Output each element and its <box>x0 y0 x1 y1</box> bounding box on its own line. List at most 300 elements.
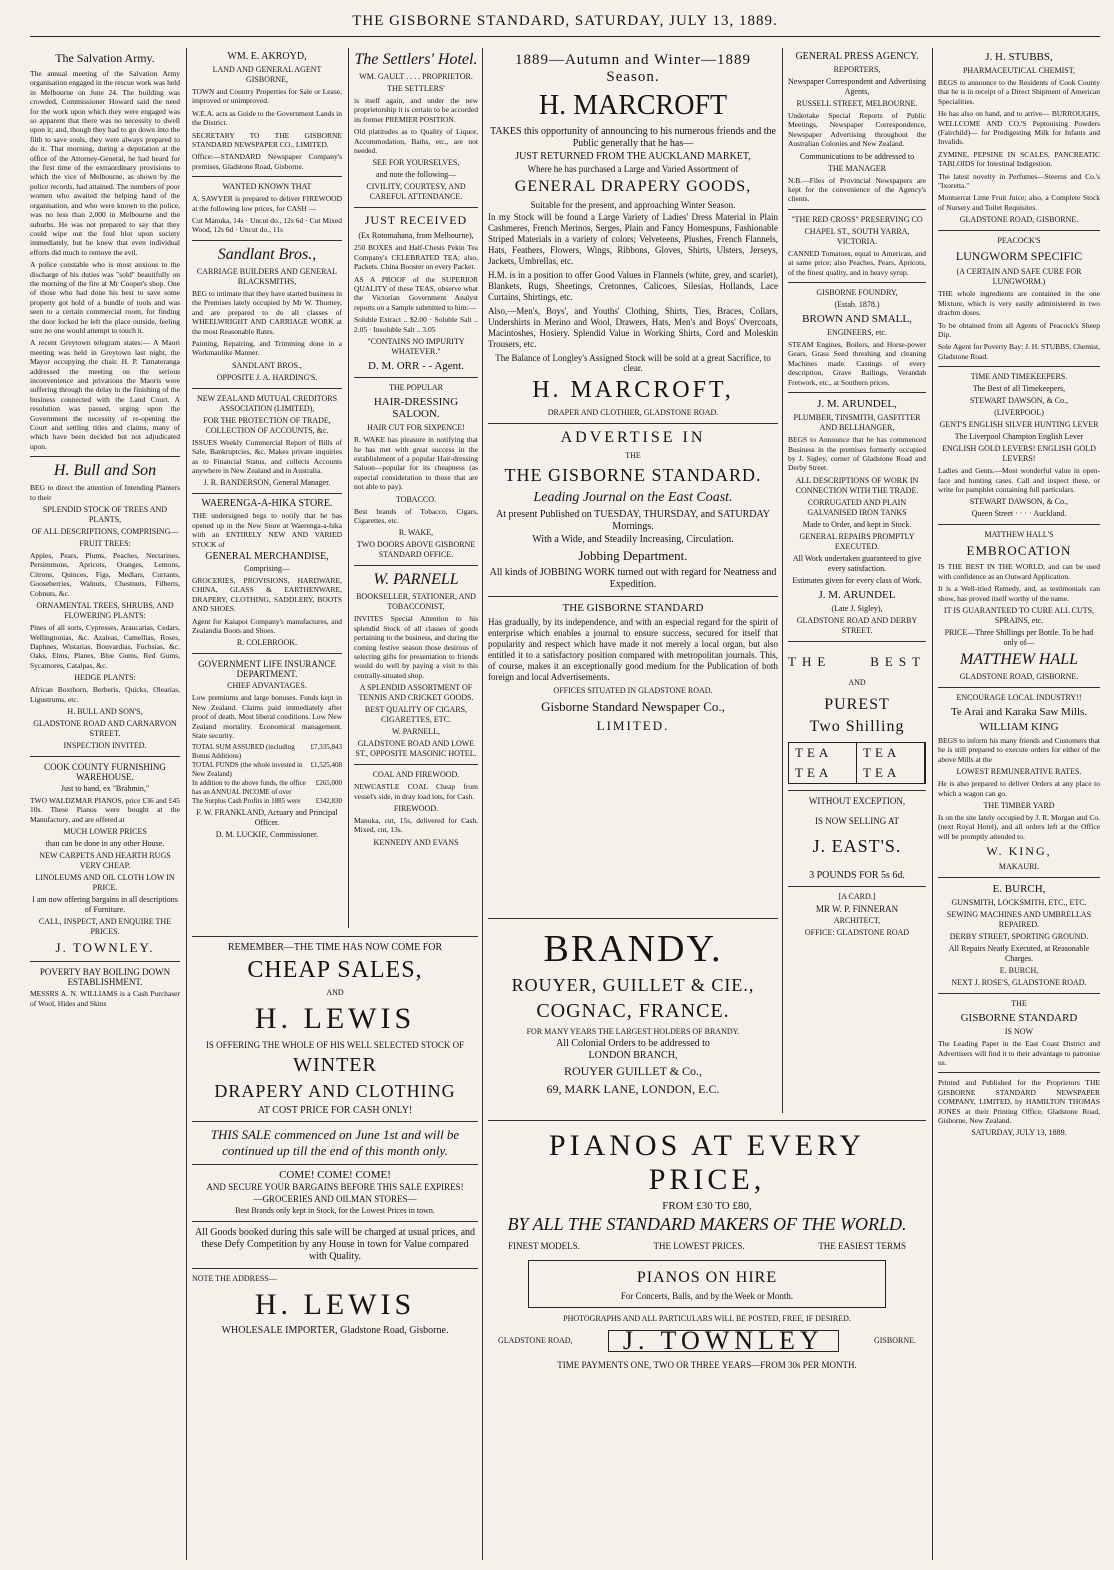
tobacco: TOBACCO. <box>395 494 437 504</box>
civility: CIVILITY, COURTESY, AND CAREFUL ATTENDANCE. <box>366 182 466 202</box>
column-rule <box>482 48 483 1560</box>
perfumes: The latest novelty in Perfumes—Steerns and Co.'s "Ixoretta." <box>938 171 1100 191</box>
general-merch: GENERAL MERCHANDISE, <box>205 550 329 562</box>
reporters: REPORTERS, <box>833 65 881 74</box>
column-ads-6 <box>788 48 926 1098</box>
steam: STEAM Engines, Boilers, and Horse-power Gears, Grass Seed threshing and cleaning Machines made. Castings of every description, Grave Railings, Verandah Fretwork, etc., at Southern prices. <box>788 340 926 387</box>
banderson: J. R. BANDERSON, General Manager. <box>203 478 331 488</box>
offering: IS OFFERING THE WHOLE OF HIS WELL SELECTED STOCK OF <box>205 1040 465 1050</box>
and: AND <box>326 988 344 997</box>
manuka: Manuka, cut, 15s, delivered for Cash. Mixed, cut, 13s. <box>354 816 478 835</box>
booked: All Goods booked during this sale will be charged at usual prices, and these Defy Competition by any House in town for Value compared with Quality. <box>194 1227 476 1262</box>
limited: LIMITED. <box>596 718 670 733</box>
divider <box>938 687 1100 688</box>
gunsmith: GUNSMITH, LOCKSMITH, ETC., ETC. <box>951 898 1087 908</box>
sandlant-painting: Painting, Repairing, and Trimming done in a Workmanlike Manner. <box>192 338 342 358</box>
russell: RUSSELL STREET, MELBOURNE. <box>796 99 918 108</box>
finneran: MR W. P. FINNERAN <box>815 903 899 914</box>
orr: D. M. ORR - - Agent. <box>368 360 464 373</box>
redcross: "THE RED CROSS" PRESERVING CO <box>791 214 923 224</box>
the-word: THE <box>788 653 832 669</box>
income-label: In addition to the above funds, the office has an ANNUAL INCOME of over <box>192 779 306 797</box>
sandlant-sub: CARRIAGE BUILDERS AND GENERAL BLACKSMITHS, <box>196 266 338 286</box>
kaiapoi-agent: Agent for Kaiapoi Company's manufactures, and Zealandia Boots and Shoes. <box>192 616 342 635</box>
estimates: Estimates given for every class of Work. <box>792 575 922 585</box>
nz-text: ISSUES Weekly Commercial Report of Bills of Sale, Bankruptcies, &c. Makes private inquiries as to Financial Status, and collects Accounts anywhere in New Zealand and in Australia. <box>192 437 342 475</box>
advantages-text: Low premiums and large bonuses. Funds kept in New Zealand. Claims paid immediately after proof of death. Most liberal conditions. Low New Zealand mortality. Economical management. State security. <box>192 693 342 741</box>
wake-sig: R. WAKE, <box>398 528 434 538</box>
ornamental-list: Pines of all sorts, Cypresses, Araucarias, Cedars, Wellingtonias, &c. Azaleas, Camellias, Roses, Daphnes, Wistarias, Bouvardias, Fuchsias, &c. Oaks, Elms, Planes, Blue Gums, Red Gums, Sycamores, Catalpas, &c. <box>30 623 180 670</box>
marcroft-name: H. MARCROFT <box>538 90 728 121</box>
linoleums: LINOLEUMS AND OIL CLOTH LOW IN PRICE. <box>35 873 175 893</box>
column-ads-7 <box>938 48 1100 1560</box>
divider <box>788 392 926 393</box>
gault: WM. GAULT . . . . PROPRIETOR. <box>359 72 473 81</box>
reporters-sub: Newspaper Correspondent and Advertising Agents, <box>788 77 926 96</box>
lungworm: LUNGWORM SPECIFIC <box>955 249 1083 264</box>
assured-value: £7,335,843 <box>310 743 342 752</box>
settlers-hotel: The Settlers' Hotel. <box>354 51 478 68</box>
column-salvation-army <box>30 48 180 1560</box>
divider <box>192 1164 478 1165</box>
is-now: IS NOW <box>1004 1027 1034 1037</box>
finest: FINEST MODELS. <box>508 1241 580 1251</box>
sawyer: A. SAWYER is prepared to deliver FIREWOOD at the following low prices, for CASH — <box>192 194 342 213</box>
divider <box>192 493 342 494</box>
ex-rotomahana: (Ex Rotomahana, from Melbourne), <box>358 231 474 241</box>
bargains: I am now offering bargains in all descriptions of Furniture. <box>32 895 178 915</box>
king-sig: W. KING, <box>986 844 1052 859</box>
undertaken: All Work undertaken guaranteed to give every satisfaction. <box>792 553 922 573</box>
time-keepers: TIME AND TIMEKEEPERS. <box>970 372 1068 382</box>
embrocation: EMBROCATION <box>966 543 1072 559</box>
akroyd: WM. E. AKROYD, <box>227 51 307 62</box>
stubbs-addr: GLADSTONE ROAD, GISBORNE. <box>959 215 1079 225</box>
gisborne: GISBORNE. <box>873 1336 916 1345</box>
tried: It is a Well-tried Remedy, and, as testimonials can show, has proved itself worthy of the name. <box>938 584 1100 603</box>
timber-yard: THE TIMBER YARD <box>983 801 1055 810</box>
queen-street: Queen Street · · · · Auckland. <box>971 509 1067 519</box>
suitable: Suitable for the present, and approaching Winter Season. <box>530 200 736 210</box>
carpets: NEW CARPETS AND HEARTH RUGS VERY CHEAP. <box>39 851 171 871</box>
note-address: NOTE THE ADDRESS— <box>192 1274 277 1283</box>
than-house: than can be done in any other House. <box>45 839 165 849</box>
position: H.M. is in a position to offer Good Values in Flannels (white, grey, and scarlet), Blankets, Rugs, Sheetings, Cretonnes, Calicoes, Silesias, Hollands, Lace Curtains, Shirtings, etc. <box>488 270 778 302</box>
balance: The Balance of Longley's Assigned Stock will be sold at a great Sacrifice, to clear. <box>495 353 771 373</box>
article-paragraph: A police constable who is most anxious to the discharge of his duties was "sold" beautifully on the morning of the fire at Mr Cooper's shop. One of those who had done his best to save some property got hold of a bundle of tools and was seen to a certain commercial room, for finding the door locked he left the place outside, feeling sure no one would attempt to touch it. <box>30 260 180 335</box>
dawson-2: STEWART DAWSON, & Co., <box>969 497 1069 507</box>
champion: The Liverpool Champion English Lever <box>954 432 1084 442</box>
divider <box>788 641 926 642</box>
brandy-maker: ROUYER, GUILLET & CIE., <box>511 975 755 995</box>
arundel: J. M. ARUNDEL, <box>817 398 897 411</box>
divider <box>192 1268 478 1269</box>
kennedy: KENNEDY AND EVANS <box>373 837 459 847</box>
divider <box>938 877 1100 878</box>
call-inspect: CALL, INSPECT, AND ENQUIRE THE PRICES. <box>38 917 172 937</box>
sandlant-text: BEG to intimate that they have started business in the Premises lately occupied by Mr W. Thorney, and are prepared to do all classes of WHEELWRIGHT AND CARRIAGE WORK at the most Reasonable Rates. <box>192 288 342 336</box>
foundry: GISBORNE FOUNDRY, <box>816 288 898 298</box>
wood-prices: Cut Manuka, 14s · Uncut do., 12s 6d · Cut Mixed Wood, 12s 6d · Uncut do., 11s <box>192 216 342 235</box>
hedge-heading: HEDGE PLANTS: <box>74 673 136 683</box>
column-rule <box>186 48 187 1560</box>
pianos-title: PIANOS AT EVERY PRICE, <box>548 1129 866 1196</box>
returned: JUST RETURNED FROM THE AUCKLAND MARKET, <box>515 151 751 162</box>
burch: E. BURCH, <box>992 883 1046 896</box>
newcastle: NEWCASTLE COAL Cheap from vessel's side, in dray load lots, for Cash. <box>354 782 478 801</box>
divider <box>192 1221 478 1222</box>
parnell-title: W. PARNELL <box>373 571 459 589</box>
parnell-addr: GLADSTONE ROAD AND LOWE ST., OPPOSITE MASONIC HOTEL. <box>355 739 477 759</box>
tennis: A SPLENDID ASSORTMENT OF TENNIS AND CRICKET GOODS. <box>358 683 474 703</box>
engineers: ENGINEERS, etc. <box>827 328 887 338</box>
parnell-sig: W. PARNELL, <box>391 727 441 737</box>
tea-cell: TEA <box>789 763 857 783</box>
divider <box>788 209 926 210</box>
divider <box>30 456 180 457</box>
wanted: WANTED KNOWN THAT <box>222 182 312 192</box>
hedge-list: African Boxthorn, Berberis, Quicks, Olearias, Ligustrums, etc. <box>30 685 180 704</box>
pounds: 3 POUNDS FOR 5s 6d. <box>809 869 905 881</box>
pianos-from: FROM £30 TO £80, <box>662 1200 752 1212</box>
brands: Best Brands only kept in Stock, for the Lowest Prices in town. <box>235 1206 435 1215</box>
best-word: BEST <box>870 653 926 669</box>
matthew-hall: MATTHEW HALL <box>959 650 1079 668</box>
bull-text: BEG to direct the attention of Intending Planters to their <box>30 483 180 502</box>
fruit-heading: FRUIT TREES: <box>79 539 131 549</box>
gents-lever: GENT'S ENGLISH SILVER HUNTING LEVER <box>939 420 1099 430</box>
frankland: F. W. FRANKLAND, Actuary and Principal Officer. <box>196 808 338 828</box>
gladstone: GLADSTONE ROAD, <box>498 1336 573 1345</box>
tea-cell: TEA <box>857 743 925 763</box>
chapel: CHAPEL ST., SOUTH YARRA, VICTORIA. <box>804 226 910 246</box>
surplus-value: £342,830 <box>315 797 342 806</box>
winter: WINTER <box>293 1054 377 1076</box>
king-text: BEGS to inform his many friends and Customers that he is still prepared to execute orders for either of the above Mills at the <box>938 735 1100 764</box>
tea-cell: TEA <box>789 743 857 763</box>
all-work: ALL DESCRIPTIONS OF WORK IN CONNECTION WITH THE TRADE. <box>795 475 919 495</box>
income-row <box>192 779 342 797</box>
divider <box>788 886 926 887</box>
best-world: IS THE BEST IN THE WORLD, and can be used with confidence as an Outward Application. <box>938 562 1100 581</box>
come: COME! COME! COME! <box>279 1169 391 1181</box>
lewis-name: H. LEWIS <box>254 1002 416 1035</box>
sale-commenced: THIS SALE commenced on June 1st and will be continued up till the end of this month only. <box>210 1127 460 1158</box>
divider <box>354 377 478 378</box>
brandy-co: ROUYER GUILLET & Co., <box>563 1064 703 1078</box>
popular: THE POPULAR <box>388 383 443 393</box>
estab: (Estab. 1878.) <box>834 300 880 310</box>
coal: COAL AND FIREWOOD. <box>372 770 460 780</box>
divider <box>354 207 478 208</box>
article-paragraph: A recent Greytown telegram states:— A Maori meeting was held in Greytown last night, the Mayor occupying the chair. H. P. Tamateranga addressed the meeting on the serious inconvenience and privations the Maoris were suffering through the delay in the finishing of the business connected with the Land Court. A resolution was passed, urging upon the Government the necessity of re-opening the Court and settling titles and claims, many of which have been decided but not adjudicated upon. <box>30 338 180 451</box>
photos: PHOTOGRAPHS AND ALL PARTICULARS WILL BE POSTED, FREE, IF DESIRED. <box>563 1314 851 1323</box>
divider <box>192 388 342 389</box>
also: Also,—Men's, Boys', and Youths' Clothing, Shirts, Ties, Braces, Collars, Undershirts in Merino and Wool, Drawers, Hats, Men's and Boys' Overcoats, Macintoshes, Hosiery. Splendid Value in Working Shirts, Cord and Moleskin Trousers, etc. <box>488 306 778 349</box>
divider <box>938 230 1100 231</box>
settlers-text: is itself again, and under the new proprietorship it is certain to be accorded its former PREMIER POSITION. <box>354 96 478 124</box>
standard-title: THE GISBORNE STANDARD. <box>504 465 762 485</box>
hire-sub: For Concerts, Balls, and by the Week or Month. <box>620 1291 794 1301</box>
bull-stock: SPLENDID STOCK OF TREES AND PLANTS, <box>42 505 168 525</box>
offices: OFFICES SITUATED IN GLADSTONE ROAD. <box>553 686 713 695</box>
parnell-sub: BOOKSELLER, STATIONER, AND TOBACCONIST, <box>356 592 476 612</box>
divider <box>354 565 478 566</box>
divider <box>938 993 1100 994</box>
where: Where he has purchased a Large and Varied Assortment of <box>527 164 739 174</box>
comprising: Comprising— <box>244 563 290 573</box>
wake-addr: TWO DOORS ABOVE GISBORNE STANDARD OFFICE. <box>356 540 476 560</box>
matthew-addr: GLADSTONE ROAD, GISBORNE. <box>959 671 1079 681</box>
derby: DERBY STREET, SPORTING GROUND. <box>949 932 1089 942</box>
akroyd-guide: W.E.A. acts as Guide to the Government Lands in the District. <box>192 108 342 128</box>
brandy-addr: 69, MARK LANE, LONDON, E.C. <box>546 1082 720 1096</box>
inspection: INSPECTION INVITED. <box>63 740 147 750</box>
divider <box>488 423 778 424</box>
without: WITHOUT EXCEPTION, <box>808 795 906 806</box>
ladies-gents: Ladies and Gents.—Most wonderful value in open-face and hunting cases. Call and inspect these, or write for pamphlet containing full particulars. <box>938 466 1100 494</box>
lowest: THE LOWEST PRICES. <box>653 1241 745 1251</box>
manager: THE MANAGER <box>828 163 886 173</box>
dawson: STEWART DAWSON, & Co., <box>969 396 1069 406</box>
best-keepers: The Best of all Timekeepers, <box>972 384 1066 394</box>
brandy-orders: All Colonial Orders to be addressed to <box>556 1038 710 1049</box>
divider <box>788 282 926 283</box>
comm: Communications to be addressed to <box>799 151 915 161</box>
akroyd-office: Office:—STANDARD Newspaper Company's premises, Gladstone Road, Gisborne. <box>192 152 342 171</box>
finneran-office: OFFICE: GLADSTONE ROAD <box>804 927 910 937</box>
the: THE <box>625 451 641 460</box>
arundel-sig: J. M. ARUNDEL <box>818 588 896 601</box>
cigars: BEST QUALITY OF CIGARS, CIGARETTES, ETC. <box>364 705 468 725</box>
surplus-label: The Surplus Cash Profits in 1885 were <box>192 797 301 806</box>
akroyd-town: TOWN and Country Properties for Sale or Lease, improved or unimproved. <box>192 87 342 106</box>
see-yourselves: SEE FOR YOURSELVES, <box>372 158 460 168</box>
funds-value: £1,525,408 <box>310 761 342 770</box>
architect: ARCHITECT, <box>833 915 881 925</box>
stubbs: J. H. STUBBS, <box>985 51 1053 63</box>
townley-sig: J. TOWNLEY. <box>55 940 155 956</box>
hair-saloon: HAIR-DRESSING SALOON. <box>373 396 459 421</box>
arundel-begs: BEGS to Announce that he has commenced Business in the premises formerly occupied by J. Sigley, corner of Gladstone Road and Derby Street. <box>788 435 926 473</box>
lowest-rates: LOWEST REMUNERATIVE RATES. <box>956 767 1082 777</box>
draper: DRAPER AND CLOTHIER, GLADSTONE ROAD. <box>547 408 719 417</box>
divider <box>938 366 1100 367</box>
fruit-list: Apples, Pears, Plums, Peaches, Nectarines, Persimmons, Apricots, Oranges, Lemons, Citrons, Quinces, Figs, Medlars, Currants, Gooseberries, Walnuts, Chestnuts, Filberts, Cobnuts, &c. <box>30 551 180 598</box>
divider <box>354 764 478 765</box>
nz-mutual: NEW ZEALAND MUTUAL CREDITORS ASSOCIATION (LIMITED), <box>196 393 338 413</box>
gs-title: GISBORNE STANDARD <box>960 1012 1078 1025</box>
late: (Late J. Sigley), <box>831 603 883 613</box>
east: J. EAST'S. <box>812 835 902 856</box>
ornamental-heading: ORNAMENTAL TREES, SHRUBS, AND FLOWERING PLANTS: <box>36 601 174 621</box>
drapery-clothing: DRAPERY AND CLOTHING <box>214 1081 456 1101</box>
luckie: D. M. LUCKIE, Commissioner. <box>215 830 319 840</box>
wholesale: WHOLESALE IMPORTER, Gladstone Road, Gisborne. <box>221 1325 449 1336</box>
price: PRICE—Three Shillings per Bottle. To be had only of— <box>944 627 1094 647</box>
general-drapery: GENERAL DRAPERY GOODS, <box>514 178 752 195</box>
and-word: AND <box>848 677 866 687</box>
the-best-row <box>788 654 926 670</box>
sole-agent: Sole Agent for Poverty Bay: J. H. STUBBS, Chemist, Gladstone Road. <box>938 342 1100 361</box>
article-paragraph: The annual meeting of the Salvation Army organisation engaged in the rescue work was held in Melbourne on June 24. The building was crowded, Commissioner Howard said the need for the work upon which they were engaged was so apparent that there was no necessity to dwell upon it; and, though they had to go down into the filth to save souls, they were always prepared to do it. That morning, during a deputation at the office of the Attorney-General, he had heard for the first time of the extraordinary provisions to which the vice of Melbourne, as shown by the police records, had attained. The numbers of poor women who awaited the helping hand of the organisation, and who were known to the police, was no less than 2,000 in Melbourne and the suburbs. He was not prepared to say that they could wipe out the foul blot upon society immediately, but he knew that even individual efforts did much to remove the evil. <box>30 69 180 257</box>
townley-box: J. TOWNLEY <box>608 1330 839 1352</box>
the-word: THE <box>1011 999 1027 1009</box>
printed: Printed and Published for the Proprietors THE GISBORNE STANDARD NEWSPAPER COMPANY, LIMITED, by HAMILTON THOMAS JONES at their Printing Office, Gladstone Road, Gisborne, New Zealand. <box>938 1078 1100 1126</box>
income-value: £265,000 <box>315 779 342 788</box>
encourage: ENCOURAGE LOCAL INDUSTRY!! <box>956 692 1082 702</box>
nb: N.B.—Files of Provincial Newspapers are kept for the convenience of the Agency's clients. <box>788 175 926 204</box>
sandlant-opposite: OPPOSITE J. A. HARDING'S. <box>216 372 318 382</box>
hall: MATTHEW HALL'S <box>984 530 1054 540</box>
two-shilling: Two Shilling <box>809 717 905 735</box>
gpa: GENERAL PRESS AGENCY. <box>795 51 919 62</box>
lewis-name-2: H. LEWIS <box>254 1288 416 1321</box>
nz-sub: FOR THE PROTECTION OF TRADE, COLLECTION OF ACCOUNTS, &c. <box>203 415 331 435</box>
leading: Leading Journal on the East Coast. <box>533 490 733 505</box>
takes: TAKES this opportunity of announcing to his numerous friends and the Public generally that he has— <box>490 126 776 149</box>
lewis-ad <box>192 936 478 1561</box>
column-ads-2 <box>192 48 342 928</box>
divider <box>938 1072 1100 1073</box>
divider <box>192 240 342 241</box>
the-settlers: THE SETTLERS' <box>387 84 445 93</box>
assured-row <box>192 743 342 761</box>
burroughs: He has also on hand, and to arrive— BURROUGHS, WELLCOME AND CO.'S Peptonising Powders (Fairchild)— for Predigesting Milk for Infants and Invalids. <box>938 109 1100 147</box>
waerenga: WAERENGA-A-HIKA STORE. <box>201 498 333 510</box>
advertise: ADVERTISE IN <box>560 429 706 446</box>
canned: CANNED Tomatoes, equal to American, and at same price; also Peaches, Pears, Apricots, of the finest quality, and in heavy syrup. <box>788 248 926 277</box>
note-following: and note the following— <box>375 170 457 180</box>
contains: "CONTAINS NO IMPURITY WHATEVER." <box>367 337 465 357</box>
divider <box>192 1121 478 1122</box>
selling: IS NOW SELLING AT <box>814 815 900 826</box>
govt-life: GOVERNMENT LIFE INSURANCE DEPARTMENT. <box>198 659 336 680</box>
williams: MESSRS A. N. WILLIAMS is a Cash Purchaser of Wool, Hides and Skins <box>30 989 180 1008</box>
repairs: GENERAL REPAIRS PROMPTLY EXECUTED. <box>799 531 915 551</box>
standard-heading: THE GISBORNE STANDARD <box>562 602 704 614</box>
pianos-ad <box>488 1120 926 1561</box>
imprint-date: SATURDAY, JULY 13, 1889. <box>971 1128 1067 1138</box>
cure: (A CERTAIN AND SAFE CURE FOR LUNGWORM.) <box>956 267 1082 287</box>
brandy-years: FOR MANY YEARS THE LARGEST HOLDERS OF BRANDY. <box>526 1027 740 1036</box>
te-arai: Te Arai and Karaka Saw Mills. <box>950 705 1088 718</box>
burch-2: E. BURCH, <box>999 966 1039 976</box>
sandlant: Sandlant Bros., <box>217 245 317 263</box>
hire-box <box>528 1260 886 1308</box>
easiest: THE EASIEST TERMS <box>818 1241 906 1251</box>
cost-price: AT COST PRICE FOR CASH ONLY! <box>257 1105 413 1116</box>
gold-levers: ENGLISH GOLD LEVERS! ENGLISH GOLD LEVERS! <box>942 444 1096 464</box>
brandy-ad <box>488 918 778 1114</box>
card: [A CARD.] <box>838 891 876 901</box>
tea-cell: TEA <box>857 763 925 783</box>
grown: Has gradually, by its independence, and with an especial regard for the spirit of enterprise which enables a journal to ensure success, secured for itself that popularity and respect which have made it not merely a local organ, but also entitled it to a satisfactory position compared with metropolitan journals. This, of course, makes it an exceptionally good medium for the Publication of both foreign and local Advertisements. <box>488 617 778 682</box>
zymine: ZYMINE, PEPSINE IN SCALES, PANCREATIC TABLOIDS for Intestinal Indigestion. <box>938 149 1100 169</box>
brandy-title: BRANDY. <box>543 928 723 970</box>
stubbs-begs: BEGS to announce to the Residents of Cook County that he is in receipt of a Direct Shipment of American Specialities. <box>938 78 1100 106</box>
bull-title: H. Bull and Son <box>53 462 157 480</box>
pianos-by: BY ALL THE STANDARD MAKERS OF THE WORLD. <box>507 1214 907 1234</box>
groceries-list: GROCERIES, PROVISIONS, HARDWARE, CHINA, GLASS & EARTHENWARE, DRAPERY, CLOTHING, SADDLERY, BOOTS AND SHOES. <box>192 575 342 614</box>
firewood: FIREWOOD. <box>393 804 439 813</box>
masthead-text: THE GISBORNE STANDARD, SATURDAY, JULY 13, 1889. <box>352 13 778 29</box>
agents: To be obtained from all Agents of Peacock's Sheep Dip. <box>938 320 1100 339</box>
liverpool: (LIVERPOOL) <box>994 408 1044 418</box>
leading-paper: The Leading Paper in the East Coast District and Advertisers will find it to their advantage to patronise us. <box>938 1039 1100 1068</box>
chemist: PHARMACEUTICAL CHEMIST, <box>962 66 1075 75</box>
company: Gisborne Standard Newspaper Co., <box>541 699 725 714</box>
townley-row <box>488 1326 926 1355</box>
undertake: Undertake Special Reports of Public Meetings, Newspaper Correspondence, Newspaper Advertising throughout the Australian Colonies and New Zealand. <box>788 111 926 149</box>
sandlant-sig: SANDLANT BROS., <box>232 360 302 370</box>
funds-row <box>192 761 342 779</box>
corrugated: CORRUGATED AND PLAIN GALVANISED IRON TANKS <box>807 497 907 517</box>
tobacco-text: Best brands of Tobacco, Cigars, Cigarettes, etc. <box>354 506 478 525</box>
divider <box>488 596 778 597</box>
bull-desc: OF ALL DESCRIPTIONS, COMPRISING— <box>31 527 179 537</box>
divider <box>192 653 342 654</box>
akroyd-sec: SECRETARY TO THE GISBORNE STANDARD NEWSPAPER CO., LIMITED. <box>192 130 342 150</box>
stock: In my Stock will be found a Large Variety of Ladies' Dress Material in Plain Cashmeres, French Merinos, Serges, Plain and Fancy Homespuns, Fashionable Striped Materials in a variety of colors; Velveteens, Plushes, French Flannels, Hats, Feathers, Flowers, Wings, Ribbons, Gloves, Shirts, Ulsters, Jerseys, Jackets, Umbrellas, etc. <box>488 212 778 266</box>
tea-boxes: 250 BOXES and Half-Chests Pekin Tea Company's CELEBRATED TEA; also, Packets. China Booster on every Packet. <box>354 243 478 272</box>
sewing: SEWING MACHINES AND UMBRELLAS REPAIRED. <box>946 910 1092 930</box>
poverty-bay: POVERTY BAY BOILING DOWN ESTABLISHMENT. <box>39 967 171 988</box>
pianos-features <box>488 1238 926 1254</box>
plumber: PLUMBER, TINSMITH, GASFITTER AND BELLHANGER, <box>793 413 921 433</box>
time-payments: TIME PAYMENTS ONE, TWO OR THREE YEARS—FROM 30s PER MONTH. <box>557 1360 857 1370</box>
divider <box>30 756 180 757</box>
article-title: The Salvation Army. <box>55 51 155 65</box>
marcroft-sig: H. MARCROFT, <box>532 377 734 403</box>
brandy-london: LONDON BRANCH, <box>588 1050 678 1061</box>
peacock: PEACOCK'S <box>997 236 1041 246</box>
season: 1889—Autumn and Winter—1889 Season. <box>514 52 752 85</box>
masthead <box>30 6 1100 37</box>
tea-proof: AS A PROOF of the SUPERIOR QUALITY of these TEAS, observe what the Victorian Government Analyst reports on a Sample submitted to him:— <box>354 274 478 312</box>
colebrook: R. COLEBROOK. <box>236 638 298 648</box>
akroyd-sub: LAND AND GENERAL AGENT GISBORNE, <box>212 65 322 84</box>
oilman: —GROCERIES AND OILMAN STORES— <box>253 1194 417 1204</box>
cheap-sales: CHEAP SALES, <box>247 957 423 983</box>
published: At present Published on TUESDAY, THURSDAY, and SATURDAY Mornings. <box>495 509 771 532</box>
kinds: All kinds of JOBBING WORK turned out with regard for Neatness and Expedition. <box>489 567 777 590</box>
secure: AND SECURE YOUR BARGAINS BEFORE THIS SALE EXPIRES! <box>206 1182 464 1192</box>
advantages: CHIEF ADVANTAGES. <box>227 681 307 691</box>
whole: THE whole ingredients are contained in the one Mixture, which is very easily administered in two drachm doses. <box>938 289 1100 318</box>
column-rule <box>932 48 933 1560</box>
made: Made to Order, and kept in Stock. <box>802 519 912 529</box>
hair-cut: HAIR CUT FOR SIXPENCE! <box>367 423 465 433</box>
parnell-text: INVITES Special Attention to his splendid Stock of all classes of goods pertaining to the business, and during the coming festive season those desirous of selecting gifts for presentation to friends would do well by paying a visit to this centrally-situated shop. <box>354 614 478 680</box>
bull-road: GLADSTONE ROAD AND CARNARVON STREET. <box>33 718 177 738</box>
waerenga-text: THE undersigned begs to notify that he has opened up in the New Store at Waerenga-a-hika with an ENTIRELY NEW AND VARIED STOCK of <box>192 511 342 549</box>
burch-repairs: All Repairs Neatly Executed, at Reasonable Charges. <box>948 944 1090 964</box>
bull-address: H. BULL AND SON'S, <box>67 706 143 716</box>
tea-grid <box>788 742 926 784</box>
assured-label: TOTAL SUM ASSURED (including Bonus Additions) <box>192 743 295 761</box>
pianos-text: TWO WALDZMAR PIANOS, price £36 and £45 10s. These Pianos were bought at the Manufactory, and are offered at <box>30 795 180 824</box>
makauri: MAKAURI. <box>998 862 1040 872</box>
surplus-row <box>192 797 342 806</box>
purest: PUREST <box>824 695 890 713</box>
montserrat: Montserrat Lime Fruit Juice; also, a Complete Stock of Nursery and Toilet Requisites. <box>938 193 1100 212</box>
just-received: JUST RECEIVED <box>364 213 468 228</box>
wake-text: R. WAKE has pleasure in notifying that he has met with great success in the establishment of a popular Hair-dressing Saloon—popular for its cheapness (as especial consideration to those that are not able to pay). <box>354 435 478 492</box>
jobbing: Jobbing Department. <box>578 548 688 563</box>
remember: REMEMBER—THE TIME HAS NOW COME FOR <box>227 942 443 953</box>
much-lower: MUCH LOWER PRICES <box>63 827 147 837</box>
